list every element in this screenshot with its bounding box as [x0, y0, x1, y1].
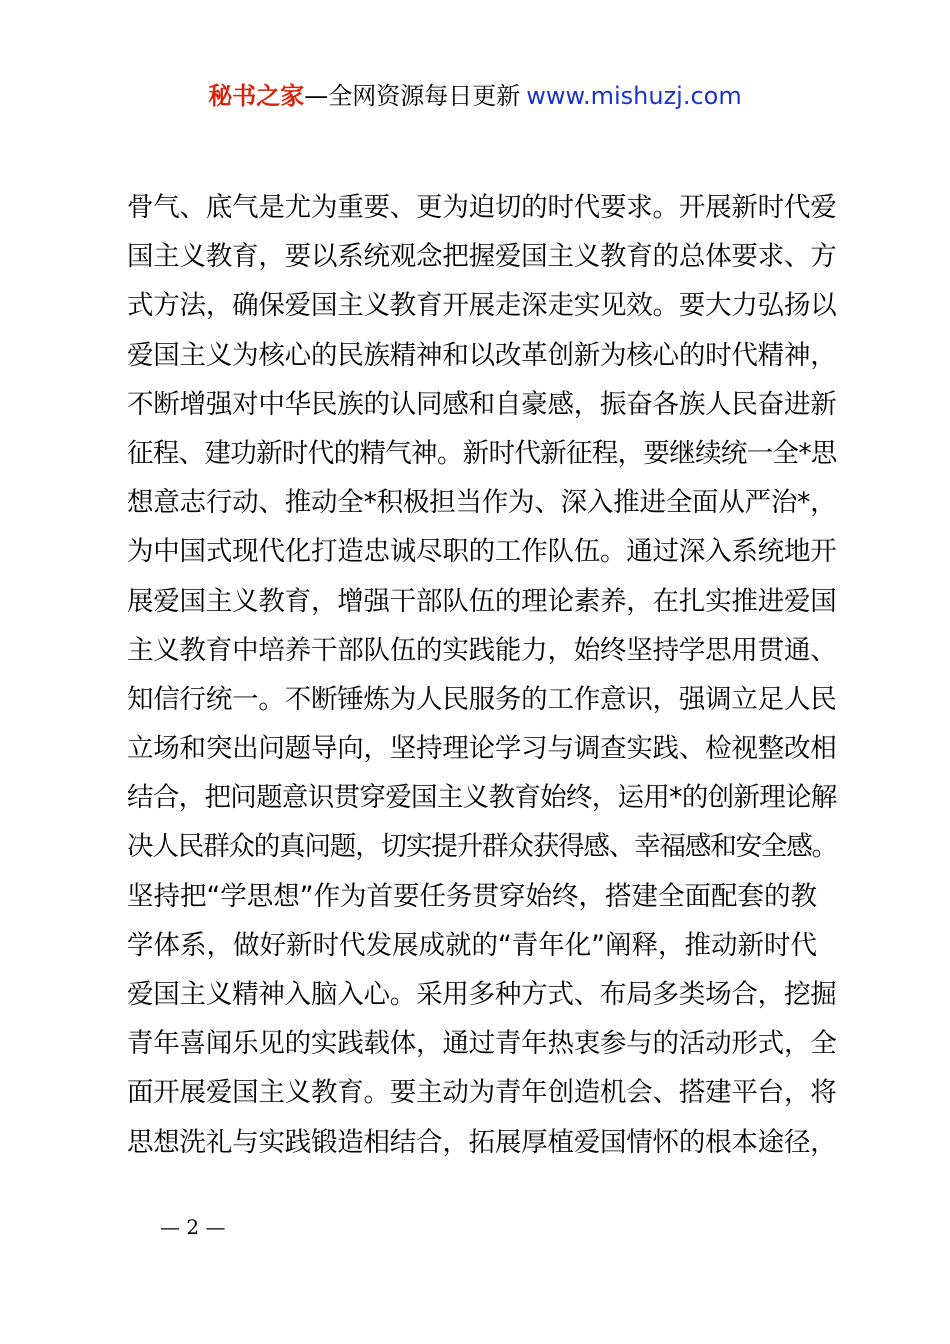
site-slogan: —全网资源每日更新: [304, 82, 521, 110]
document-body: [127, 183, 837, 1167]
text-line: 征程、建功新时代的精气神。新时代新征程，要继续统一全*思: [127, 437, 837, 469]
text-line: 知信行统一。不断锤炼为人民服务的工作意识，强调立足人民: [127, 683, 837, 715]
text-line: 为中国式现代化打造忠诚尽职的工作队伍。通过深入系统地开: [127, 536, 837, 568]
text-line: 国主义教育，要以系统观念把握爱国主义教育的总体要求、方: [127, 241, 837, 273]
text-line: 结合，把问题意识贯穿爱国主义教育始终，运用*的创新理论解: [127, 782, 837, 814]
text-line: 爱国主义精神入脑入心。采用多种方式、布局多类场合，挖掘: [127, 979, 837, 1010]
text-line: 立场和突出问题导向，坚持理论学习与调查实践、检视整改相: [127, 733, 837, 765]
text-line: 决人民群众的真问题，切实提升群众获得感、幸福感和安全感。: [127, 831, 837, 863]
text-line: 想意志行动、推动全*积极担当作为、深入推进全面从严治*，: [127, 487, 837, 519]
text-line: 青年喜闻乐见的实践载体，通过青年热衷参与的活动形式，全: [127, 1028, 837, 1060]
text-line: 面开展爱国主义教育。要主动为青年创造机会、搭建平台，将: [127, 1077, 837, 1109]
page-number: — 2 —: [160, 1215, 226, 1239]
site-brand: 秘书之家: [208, 82, 305, 110]
site-url-link[interactable]: www.mishuzj.com: [526, 82, 742, 110]
text-line: 主义教育中培养干部队伍的实践能力，始终坚持学思用贯通、: [127, 634, 837, 666]
text-line: 骨气、底气是尤为重要、更为迫切的时代要求。开展新时代爱: [127, 192, 837, 223]
text-line: 不断增强对中华民族的认同感和自豪感，振奋各族人民奋进新: [127, 388, 837, 420]
text-line: 式方法，确保爱国主义教育开展走深走实见效。要大力弘扬以: [127, 290, 837, 322]
text-line: 坚持把“学思想”作为首要任务贯穿始终，搭建全面配套的教: [127, 880, 817, 912]
text-line: 爱国主义为核心的民族精神和以改革创新为核心的时代精神，: [127, 339, 837, 371]
text-line: 展爱国主义教育，增强干部队伍的理论素养，在扎实推进爱国: [127, 585, 837, 617]
text-line: 思想洗礼与实践锻造相结合，拓展厚植爱国情怀的根本途径，: [127, 1126, 837, 1158]
text-line: 学体系，做好新时代发展成就的“青年化”阐释，推动新时代: [127, 929, 817, 961]
site-header: [0, 78, 950, 114]
